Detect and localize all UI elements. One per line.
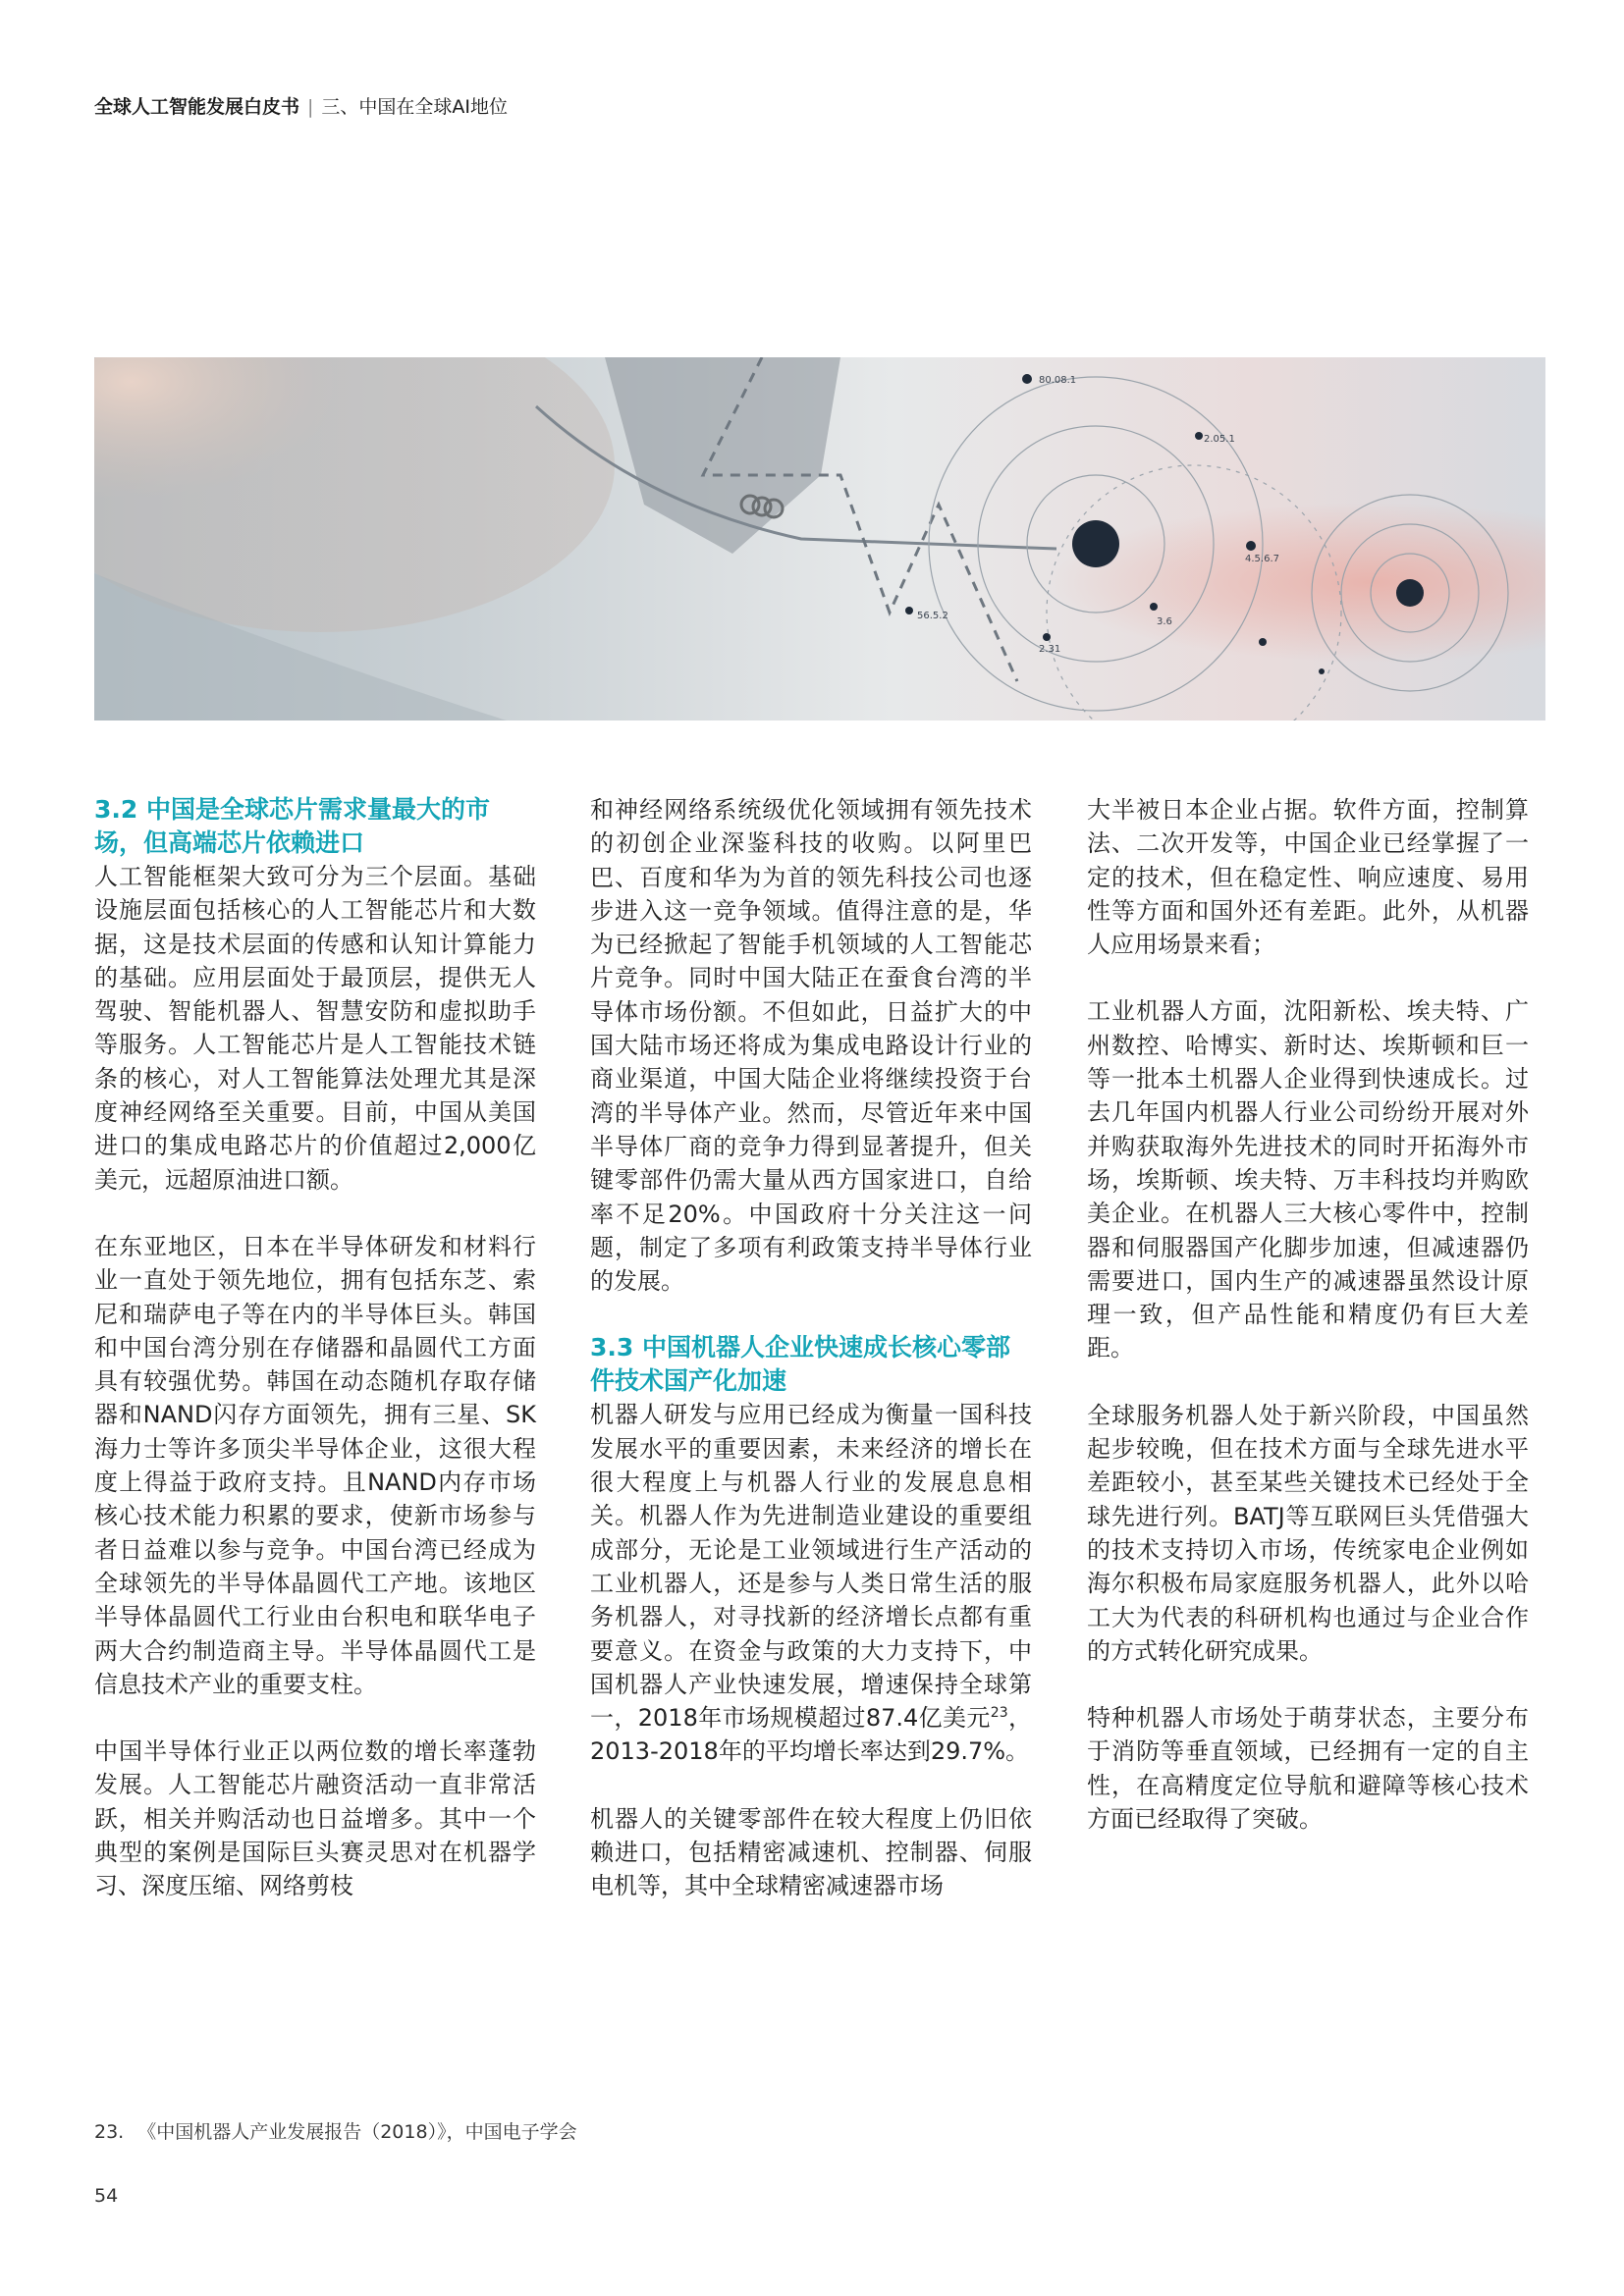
hero-label: 4.5.6.7 [1245, 554, 1279, 564]
section-title: 三、中国在全球AI地位 [321, 96, 509, 118]
report-title: 全球人工智能发展白皮书 [94, 96, 300, 118]
paragraph-text: 机器人研发与应用已经成为衡量一国科技发展水平的重要因素，未来经济的增长在很大程度上与机器人行业的发展息息相关。机器人作为先进制造业建设的重要组成部分，无论是工业领域进行生产活动的工业机器人，还是参与人类日常生活的服务机器人，对寻找新的经济增长点都有重要意义。在资金与政策的大力支持下，中国机器人产业快速发展，增速保持全球第一，2018年市场规模超过87.4亿美元 [590, 1401, 1032, 1733]
paragraph: 大半被日本企业占据。软件方面，控制算法、二次开发等，中国企业已经掌握了一定的技术，但在稳定性、响应速度、易用性等方面和国外还有差距。此外，从机器人应用场景来看； [1087, 796, 1529, 959]
hero-label: 56.5.2 [917, 611, 948, 621]
hero-illustration [94, 357, 1545, 721]
paragraph: 机器人的关键零部件在较大程度上仍旧依赖进口，包括精密减速机、控制器、伺服电机等，其中全球精密减速器市场 [590, 1804, 1032, 1900]
hero-label: 80.08.1 [1039, 375, 1077, 386]
section-heading-3-3: 3.3 中国机器人企业快速成长核心零部件技术国产化加速 [590, 1333, 1010, 1396]
column-1 [94, 793, 536, 1937]
footnote [94, 2117, 577, 2144]
footnote-ref[interactable]: 23 [990, 1705, 1008, 1722]
column-2 [590, 793, 1032, 1937]
footnote-text: 《中国机器人产业发展报告（2018）》，中国电子学会 [137, 2121, 577, 2143]
paragraph: 人工智能框架大致可分为三个层面。基础设施层面包括核心的人工智能芯片和大数据，这是技术层面的传感和认知计算能力的基础。应用层面处于最顶层，提供无人驾驶、智能机器人、智慧安防和虚拟助手等服务。人工智能芯片是人工智能技术链条的核心，对人工智能算法处理尤其是深度神经网络至关重要。目前，中国从美国进口的集成电路芯片的价值超过2,000亿美元，远超原油进口额。 [94, 863, 536, 1194]
header-separator: | [307, 96, 314, 118]
paragraph [590, 1398, 1032, 1768]
paragraph: 中国半导体行业正以两位数的增长率蓬勃发展。人工智能芯片融资活动一直非常活跃，相关并购活动也日益增多。其中一个典型的案例是国际巨头赛灵思对在机器学习、深度压缩、网络剪枝 [94, 1737, 536, 1900]
page-number: 54 [94, 2185, 119, 2207]
hero-image [94, 357, 1545, 721]
footnote-number: 23. [94, 2121, 125, 2143]
paragraph: 全球服务机器人处于新兴阶段，中国虽然起步较晚，但在技术方面与全球先进水平差距较小，甚至某些关键技术已经处于全球先进行列。BATJ等互联网巨头凭借强大的技术支持切入市场，传统家电企业例如海尔积极布局家庭服务机器人，此外以哈工大为代表的科研机构也通过与企业合作的方式转化研究成果。 [1087, 1401, 1529, 1665]
column-3 [1087, 793, 1529, 1869]
paragraph-text: ，2013-2018年的平均增长率达到29.7%。 [590, 1704, 1033, 1766]
running-header [94, 92, 508, 119]
hero-label: 2.31 [1039, 644, 1061, 655]
paragraph: 和神经网络系统级优化领域拥有领先技术的初创企业深鉴科技的收购。以阿里巴巴、百度和华为为首的领先科技公司也逐步进入这一竞争领域。值得注意的是，华为已经掀起了智能手机领域的人工智能芯片竞争。同时中国大陆正在蚕食台湾的半导体市场份额。不但如此，日益扩大的中国大陆市场还将成为集成电路设计行业的商业渠道，中国大陆企业将继续投资于台湾的半导体产业。然而，尽管近年来中国半导体厂商的竞争力得到显著提升，但关键零部件仍需大量从西方国家进口，自给率不足20%。中国政府十分关注这一问题，制定了多项有利政策支持半导体行业的发展。 [590, 796, 1032, 1296]
paragraph: 工业机器人方面，沈阳新松、埃夫特、广州数控、哈博实、新时达、埃斯顿和巨一等一批本土机器人企业得到快速成长。过去几年国内机器人行业公司纷纷开展对外并购获取海外先进技术的同时开拓海外市场，埃斯顿、埃夫特、万丰科技均并购欧美企业。在机器人三大核心零件中，控制器和伺服器国产化脚步加速，但减速器仍需要进口，国内生产的减速器虽然设计原理一致，但产品性能和精度仍有巨大差距。 [1087, 997, 1529, 1362]
section-heading-3-2: 3.2 中国是全球芯片需求量最大的市场，但高端芯片依赖进口 [94, 795, 490, 857]
paragraph: 特种机器人市场处于萌芽状态，主要分布于消防等垂直领域，已经拥有一定的自主性，在高精度定位导航和避障等核心技术方面已经取得了突破。 [1087, 1704, 1529, 1834]
hero-label: 3.6 [1157, 616, 1172, 627]
hero-label: 2.05.1 [1204, 434, 1235, 445]
paragraph: 在东亚地区，日本在半导体研发和材料行业一直处于领先地位，拥有包括东芝、索尼和瑞萨电子等在内的半导体巨头。韩国和中国台湾分别在存储器和晶圆代工方面具有较强优势。韩国在动态随机存取存储器和NAND闪存方面领先，拥有三星、SK海力士等许多顶尖半导体企业，这很大程度上得益于政府支持。且NAND内存市场核心技术能力积累的要求，使新市场参与者日益难以参与竞争。中国台湾已经成为全球领先的半导体晶圆代工产地。该地区半导体晶圆代工行业由台积电和联华电子两大合约制造商主导。半导体晶圆代工是信息技术产业的重要支柱。 [94, 1232, 536, 1698]
